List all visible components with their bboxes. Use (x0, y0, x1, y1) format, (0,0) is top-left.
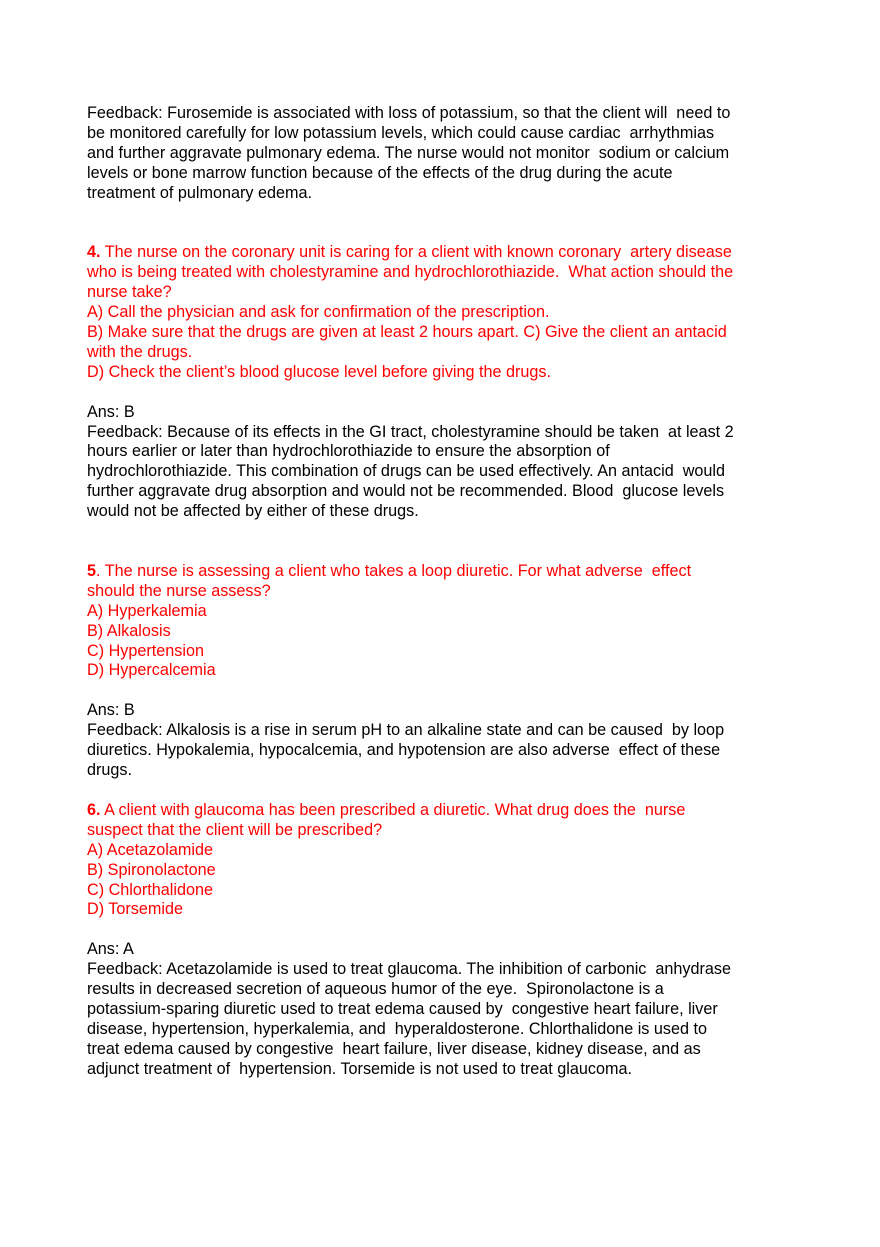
answer-key: Ans: B (87, 701, 135, 720)
feedback-line: treat edema caused by congestive heart failure, liver disease, kidney disease, and as (87, 1039, 701, 1058)
feedback-line: Feedback: Furosemide is associated with loss of potassium, so that the client will need to (87, 104, 731, 122)
answer-option: D) Check the client’s blood glucose level before giving the drugs. (87, 362, 552, 381)
question-stem-text: . The nurse is assessing a client who takes a loop diuretic. For what adverse effect (96, 562, 692, 581)
feedback-line: be monitored carefully for low potassium levels, which could cause cardiac arrhythmias (87, 123, 715, 142)
previous-feedback (87, 104, 787, 203)
feedback-line: adjunct treatment of hypertension. Torsemide is not used to treat glaucoma. (87, 1059, 632, 1078)
feedback-line: and further aggravate pulmonary edema. The nurse would not monitor sodium or calcium (87, 143, 730, 162)
question-4 (87, 243, 787, 522)
feedback-line: results in decreased secretion of aqueous humor of the eye. Spironolactone is a (87, 980, 664, 999)
spacer (87, 920, 787, 940)
spacer (87, 781, 787, 801)
question-stem-line: who is being treated with cholestyramine and hydrochlorothiazide. What action should the (87, 263, 734, 282)
feedback-line: levels or bone marrow function because of the effects of the drug during the acute (87, 163, 673, 182)
feedback-line: hydrochlorothiazide. This combination of drugs can be used effectively. An antacid would (87, 462, 725, 481)
spacer (87, 383, 787, 403)
answer-option: B) Make sure that the drugs are given at least 2 hours apart. C) Give the client an antacid (87, 323, 727, 342)
question-number: 6. (87, 800, 101, 819)
feedback-line: disease, hypertension, hyperkalemia, and hyperaldosterone. Chlorthalidone is used to (87, 1019, 708, 1038)
question-stem-line: nurse take? (87, 283, 172, 302)
spacer (87, 522, 787, 562)
answer-key: Ans: B (87, 402, 135, 421)
answer-option: C) Chlorthalidone (87, 880, 213, 899)
feedback-line: drugs. (87, 761, 132, 780)
answer-option: A) Acetazolamide (87, 840, 213, 859)
question-stem-text: A client with glaucoma has been prescribed a diuretic. What drug does the nurse (100, 800, 686, 819)
question-5 (87, 562, 787, 781)
feedback-line: Feedback: Because of its effects in the GI tract, cholestyramine should be taken at least 2 (87, 422, 734, 441)
answer-key: Ans: A (87, 940, 134, 959)
answer-option: C) Hypertension (87, 641, 204, 660)
question-stem-text: The nurse on the coronary unit is caring for a client with known coronary artery disease (100, 243, 732, 262)
question-6 (87, 801, 787, 1080)
answer-option: A) Call the physician and ask for confirmation of the prescription. (87, 303, 550, 322)
question-stem-line: should the nurse assess? (87, 581, 271, 600)
feedback-line: potassium-sparing diuretic used to treat edema caused by congestive heart failure, liver (87, 999, 718, 1018)
feedback-line: would not be affected by either of these drugs. (87, 502, 419, 521)
spacer (87, 681, 787, 701)
feedback-line: treatment of pulmonary edema. (87, 183, 312, 202)
feedback-line: Feedback: Acetazolamide is used to treat glaucoma. The inhibition of carbonic anhydrase (87, 960, 731, 979)
feedback-line: further aggravate drug absorption and would not be recommended. Blood glucose levels (87, 482, 725, 501)
document-page (87, 104, 787, 1080)
answer-option: B) Alkalosis (87, 621, 171, 640)
answer-option: B) Spironolactone (87, 860, 216, 879)
feedback-line: hours earlier or later than hydrochlorothiazide to ensure the absorption of (87, 442, 610, 461)
feedback-line: Feedback: Alkalosis is a rise in serum pH to an alkaline state and can be caused by loop (87, 721, 725, 740)
spacer (87, 203, 787, 243)
question-6-stem (87, 801, 787, 920)
feedback-line: diuretics. Hypokalemia, hypocalcemia, and hypotension are also adverse effect of these (87, 741, 721, 760)
answer-option: A) Hyperkalemia (87, 601, 207, 620)
question-5-stem (87, 562, 787, 681)
answer-option: with the drugs. (87, 342, 193, 361)
question-number: 4. (87, 243, 101, 262)
question-4-stem (87, 243, 787, 382)
answer-option: D) Hypercalcemia (87, 661, 216, 680)
answer-option: D) Torsemide (87, 900, 183, 919)
question-stem-line: suspect that the client will be prescribed? (87, 820, 383, 839)
question-number: 5 (87, 562, 97, 581)
